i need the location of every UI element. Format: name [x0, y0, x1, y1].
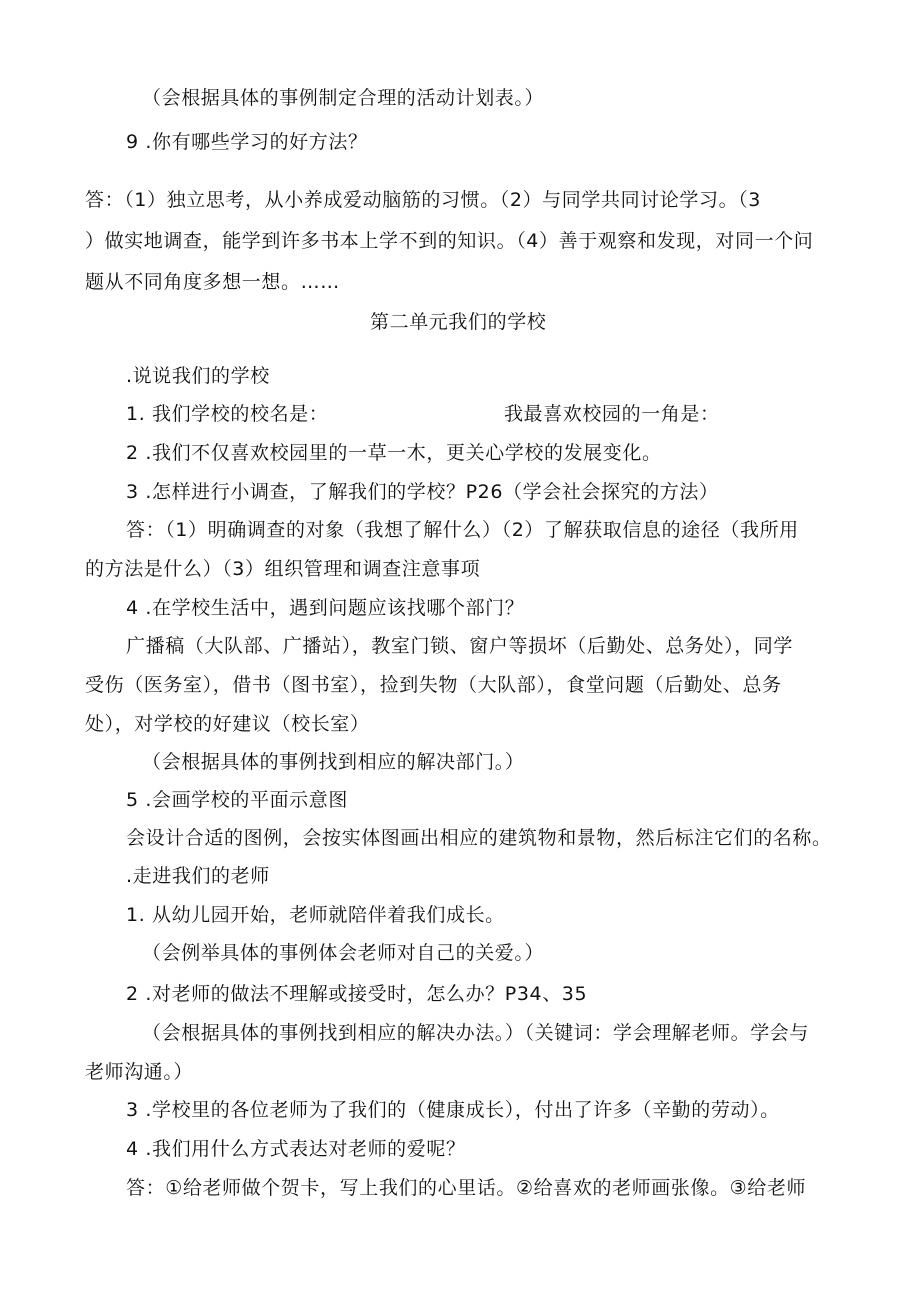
- answer-line: 处），对学校的好建议（校长室）: [85, 713, 370, 735]
- question-3: 3 .怎样进行小调查，了解我们的学校？P26（学会社会探究的方法）: [126, 481, 719, 503]
- question-9: 9 .你有哪些学习的好方法？: [126, 131, 368, 153]
- note-line: （会例举具体的事例体会老师对自己的关爱。）: [142, 942, 545, 964]
- question-1: 1. 从幼儿园开始，老师就陪伴着我们成长。: [126, 904, 505, 926]
- question-2: 2 .我们不仅喜欢校园里的一草一木，更关心学校的发展变化。: [126, 442, 662, 464]
- note-line: （会根据具体的事例找到相应的解决部门。）: [142, 751, 525, 773]
- answer-line: 答：①给老师做个贺卡，写上我们的心里话。②给喜欢的老师画张像。③给老师: [126, 1177, 807, 1199]
- question-2: 2 .对老师的做法不理解或接受时，怎么办？P34、35: [126, 983, 588, 1005]
- question-1: 1. 我们学校的校名是：: [126, 403, 329, 425]
- question-4: 4 .我们用什么方式表达对老师的爱呢？: [126, 1138, 466, 1160]
- answer-line: 的方法是什么）（3）组织管理和调查注意事项: [85, 558, 481, 580]
- question-4: 4 .在学校生活中，遇到问题应该找哪个部门？: [126, 597, 525, 619]
- answer-line: 题从不同角度多想一想。……: [85, 271, 340, 293]
- answer-line: 答：（1）独立思考，从小养成爱动脑筋的习惯。（2）与同学共同讨论学习。（3: [85, 189, 761, 211]
- question-1-part-2: 我最喜欢校园的一角是：: [504, 403, 720, 425]
- section-heading: .走进我们的老师: [126, 865, 270, 887]
- note-line: （会根据具体的事例找到相应的解决办法。）（关键词：学会理解老师。学会与: [142, 1022, 810, 1044]
- unit-title: 第二单元我们的学校: [370, 311, 547, 333]
- note-line: （会根据具体的事例制定合理的活动计划表。）: [142, 87, 545, 109]
- answer-line: 会设计合适的图例，会按实体图画出相应的建筑物和景物，然后标注它们的名称。: [126, 827, 832, 849]
- answer-line: 广播稿（大队部、广播站），教室门锁、窗户等损坏（后勤处、总务处），同学: [126, 635, 794, 657]
- section-heading: .说说我们的学校: [126, 365, 270, 387]
- question-5: 5 .会画学校的平面示意图: [126, 789, 348, 811]
- note-line: 老师沟通。）: [85, 1061, 194, 1083]
- question-3: 3 .学校里的各位老师为了我们的（健康成长），付出了许多（辛勤的劳动）。: [126, 1099, 780, 1121]
- answer-line: ）做实地调查，能学到许多书本上学不到的知识。（4）善于观察和发现，对同一个问: [85, 230, 814, 252]
- answer-line: 答：（1）明确调查的对象（我想了解什么）（2）了解获取信息的途径（我所用: [126, 519, 799, 541]
- answer-line: 受伤（医务室），借书（图书室），捡到失物（大队部），食堂问题（后勤处、总务: [85, 674, 782, 696]
